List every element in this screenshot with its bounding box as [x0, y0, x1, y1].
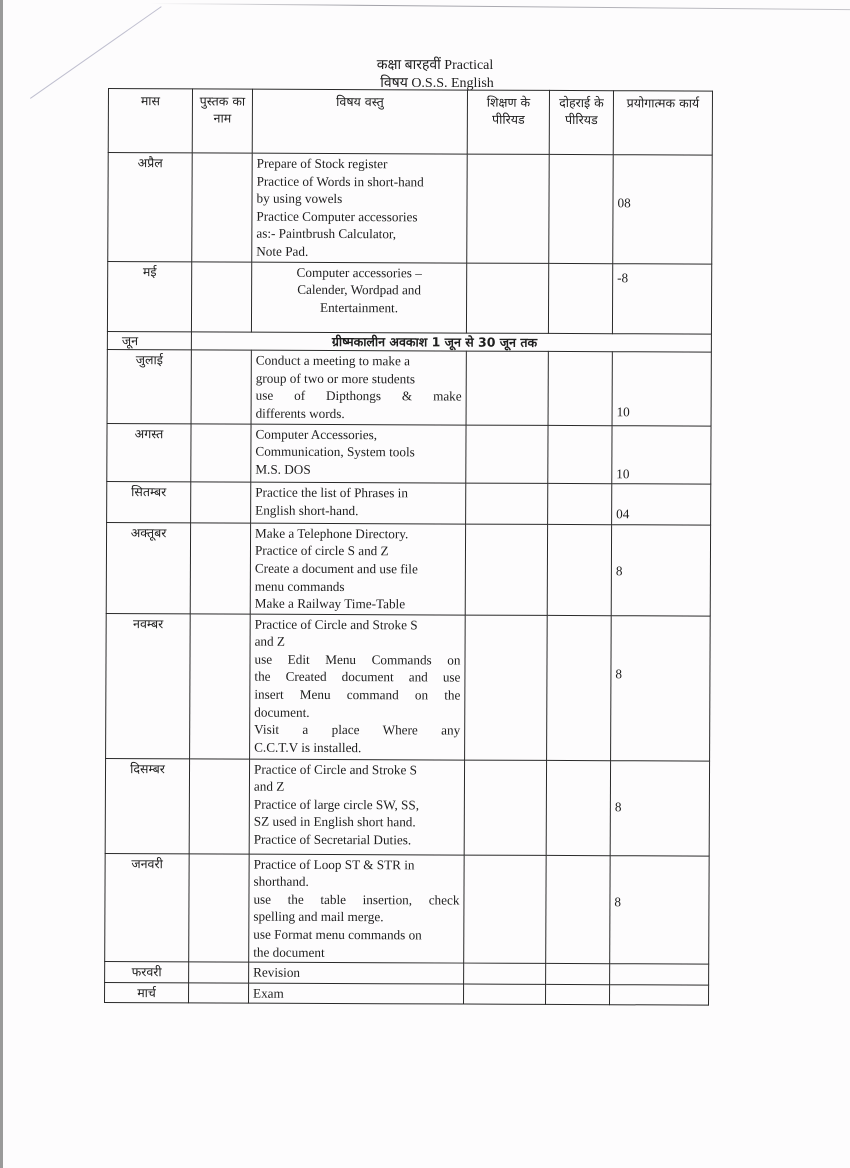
content-line: use Format menu commands on	[253, 926, 422, 943]
content-line: differents words.	[255, 405, 345, 421]
month-cell: जून	[107, 331, 191, 350]
teaching-periods-cell	[464, 760, 546, 855]
content-line: Visit a place Where any	[254, 721, 461, 738]
practical-value: 8	[615, 665, 623, 681]
vacation-note: ग्रीष्मकालीन अवकाश 1 जून से 30 जून तक	[191, 331, 711, 352]
table-row	[106, 522, 710, 616]
book-name-cell	[189, 983, 249, 1004]
practical-value: 10	[616, 465, 630, 481]
content-line: Conduct a meeting to make a	[255, 352, 411, 369]
table-row	[105, 982, 709, 1005]
content-line: M.S. DOS	[255, 461, 311, 477]
book-name-cell	[189, 854, 249, 963]
content-line: Make a Railway Time-Table	[254, 595, 406, 612]
practical-work-cell	[611, 524, 710, 615]
table-row	[108, 153, 712, 264]
content-line: use Edit Menu Commands on	[254, 651, 461, 668]
practical-value: 8	[614, 893, 622, 909]
month-cell: अप्रैल	[108, 153, 192, 262]
practical-work-cell	[610, 760, 709, 855]
revision-periods-cell	[546, 984, 610, 1005]
month-cell: अक्तूबर	[106, 522, 190, 613]
practical-work-cell	[610, 855, 709, 964]
content-line: Communication, System tools	[255, 443, 415, 460]
content-cell	[249, 854, 464, 963]
content-line: Computer Accessories,	[255, 426, 378, 442]
content-cell	[251, 262, 466, 333]
content-line: Create a document and use file	[254, 560, 418, 577]
revision-periods-cell	[546, 964, 610, 985]
header-revision-periods: दोहराई के पीरियड	[549, 90, 613, 154]
book-name-cell	[189, 962, 249, 983]
scan-edge-strip	[0, 0, 3, 1168]
month-cell: सितम्बर	[107, 482, 191, 523]
practical-work-cell	[612, 263, 711, 333]
content-cell	[249, 759, 464, 855]
content-line: Practice of circle S and Z	[254, 542, 389, 559]
content-line: spelling and mail merge.	[253, 909, 384, 925]
header-teaching-periods: शिक्षण के पीरियड	[467, 90, 549, 154]
table-row	[107, 350, 711, 426]
content-line: as:- Paintbrush Calculator,	[256, 226, 397, 242]
content-line: shorthand.	[253, 873, 309, 890]
teaching-periods-cell	[465, 615, 548, 760]
header-month: मास	[108, 89, 192, 153]
content-line: use the table insertion, check	[253, 891, 460, 908]
content-line: use of Dipthongs & make	[255, 387, 462, 404]
content-line: group of two or more students	[255, 370, 416, 387]
content-line: Practice of Words in short-hand	[256, 173, 424, 189]
table-row	[105, 758, 709, 856]
content-cell	[251, 424, 466, 484]
month-cell: जनवरी	[105, 853, 189, 962]
content-line: Practice of large circle SW, SS,	[253, 796, 420, 813]
practical-value: 8	[614, 798, 622, 814]
content-line: insert Menu command on the	[254, 686, 461, 703]
content-line: Computer accessories –	[296, 264, 422, 280]
practical-work-cell	[610, 985, 709, 1006]
teaching-periods-cell	[464, 963, 546, 984]
practical-work-cell	[612, 425, 711, 484]
content-line: Practice of Circle and Stroke S	[254, 616, 418, 633]
book-name-cell	[190, 614, 251, 759]
content-cell	[252, 153, 467, 262]
content-line: Prepare of Stock register	[256, 155, 388, 172]
content-line: SZ used in English short hand.	[253, 814, 416, 830]
table-row	[105, 962, 709, 985]
book-name-cell	[191, 261, 251, 331]
practical-value: 8	[615, 562, 623, 578]
content-line: Practice of Secretarial Duties.	[253, 831, 412, 848]
content-cell	[251, 482, 466, 524]
book-name-cell	[191, 423, 251, 482]
teaching-periods-cell	[466, 263, 548, 333]
teaching-periods-cell	[464, 855, 546, 964]
revision-periods-cell	[547, 615, 612, 760]
revision-periods-cell	[548, 425, 612, 484]
teaching-periods-cell	[467, 154, 549, 263]
content-line: Note Pad.	[256, 243, 309, 259]
header-book-name: पुस्तक का नाम	[192, 89, 252, 153]
table-row	[107, 423, 711, 484]
teaching-periods-cell	[466, 483, 548, 524]
book-name-cell	[191, 482, 251, 523]
header-content: विषय वस्तु	[252, 89, 467, 154]
revision-periods-cell	[547, 524, 611, 615]
book-name-cell	[189, 759, 249, 854]
content-line: Practice of Loop ST & STR in	[253, 856, 415, 873]
practical-value: 10	[616, 404, 630, 420]
month-cell: नवम्बर	[106, 613, 191, 758]
book-name-cell	[191, 350, 251, 424]
practical-work-cell	[613, 155, 712, 264]
content-line: Practice Computer accessories	[256, 208, 418, 225]
content-line: Exam	[253, 985, 284, 1001]
month-cell: जुलाई	[107, 350, 191, 424]
content-cell	[249, 962, 464, 984]
teaching-periods-cell	[465, 524, 547, 615]
teaching-periods-cell	[466, 351, 548, 425]
practical-value: -8	[617, 269, 629, 285]
practical-work-cell	[612, 484, 711, 525]
table-row	[107, 261, 711, 334]
content-line: and Z	[254, 633, 286, 650]
class-title: कक्षा बारहवीं Practical	[376, 58, 494, 73]
teaching-periods-cell	[466, 425, 548, 484]
content-cell	[249, 983, 464, 1005]
book-name-cell	[192, 153, 252, 262]
content-line: Revision	[253, 964, 301, 981]
table-row	[105, 853, 709, 964]
revision-periods-cell	[548, 352, 612, 426]
practical-work-cell	[610, 964, 709, 985]
practical-value: 08	[617, 195, 631, 211]
content-line: Entertainment.	[320, 299, 399, 316]
month-cell: दिसम्बर	[105, 758, 189, 853]
content-line: English short-hand.	[255, 502, 359, 518]
table-row	[106, 613, 711, 761]
practical-work-cell	[611, 615, 711, 760]
content-cell	[250, 523, 465, 615]
content-cell	[251, 350, 466, 424]
month-cell: अगस्त	[107, 423, 191, 482]
revision-periods-cell	[546, 760, 610, 855]
practical-work-cell	[612, 352, 711, 426]
content-line: document.	[254, 704, 310, 720]
content-line: the document	[253, 944, 325, 960]
content-line: and Z	[253, 778, 285, 795]
content-line: Practice the list of Phrases in	[255, 484, 408, 501]
teaching-periods-cell	[464, 984, 546, 1005]
month-cell: मई	[107, 261, 191, 331]
table-header-row	[108, 89, 712, 156]
content-line: Practice of Circle and Stroke S	[253, 761, 418, 778]
content-line: Calender, Wordpad and	[297, 281, 422, 298]
content-line: C.C.T.V is installed.	[254, 739, 362, 755]
month-cell: मार्च	[105, 982, 189, 1003]
revision-periods-cell	[548, 484, 612, 525]
month-cell: फरवरी	[105, 962, 189, 983]
practical-value: 04	[616, 506, 630, 522]
content-cell	[250, 614, 466, 760]
revision-periods-cell	[548, 263, 612, 333]
content-line: by using vowels	[256, 190, 343, 207]
content-line: Make a Telephone Directory.	[255, 525, 409, 542]
content-line: the Created document and use	[254, 669, 461, 686]
subject-title: विषय O.S.S. English	[380, 76, 494, 91]
revision-periods-cell	[549, 154, 613, 263]
book-name-cell	[190, 523, 250, 614]
header-practical-work: प्रयोगात्मक कार्य	[613, 91, 712, 155]
syllabus-table	[104, 88, 713, 1006]
table-row	[107, 482, 711, 525]
revision-periods-cell	[546, 855, 610, 964]
scan-paper-edge-top	[150, 3, 850, 10]
content-line: menu commands	[254, 578, 345, 594]
